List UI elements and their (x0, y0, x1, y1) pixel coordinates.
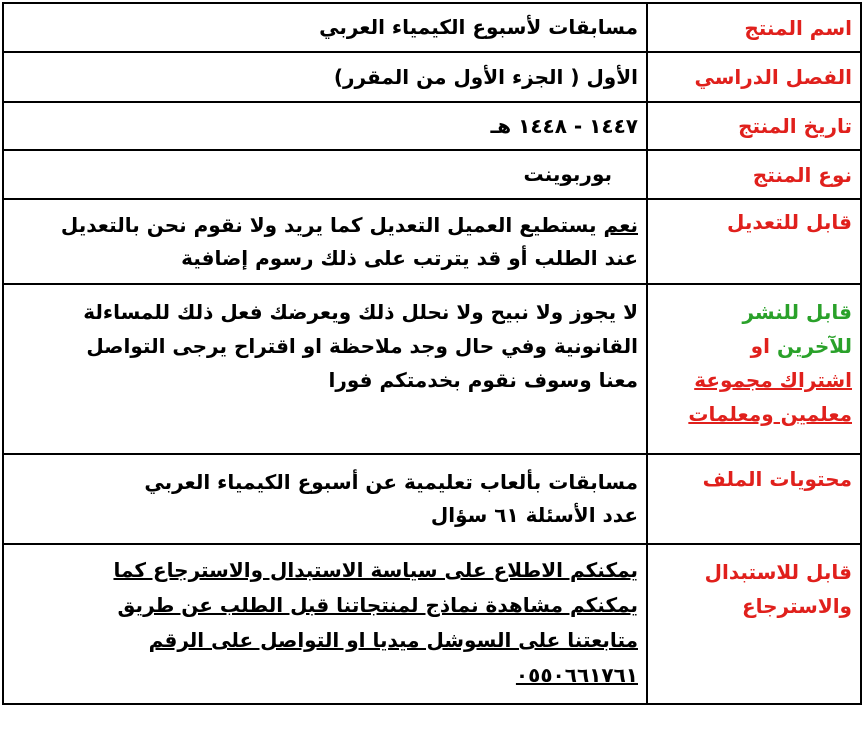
row-product-date (3, 102, 861, 150)
publishable-value (3, 284, 647, 454)
publishable-line-3: معنا وسوف نقوم بخدمتكم فورا (328, 368, 638, 392)
row-publishable (3, 284, 861, 454)
publishable-label-1: قابل للنشر (742, 300, 852, 324)
file-contents-line-1: مسابقات بألعاب تعليمية عن أسبوع الكيمياء العربي (144, 470, 638, 494)
editable-value (3, 199, 647, 284)
row-file-contents (3, 454, 861, 544)
publishable-label-2-line (656, 329, 852, 363)
editable-yes: نعم (603, 212, 638, 237)
row-exchange (3, 544, 861, 704)
semester-label: الفصل الدراسي (647, 52, 861, 102)
exchange-label (647, 544, 861, 704)
publishable-line-2: القانونية وفي حال وجد ملاحظة او اقتراح يرجى التواصل (86, 334, 638, 358)
exchange-line-3[interactable]: متابعتنا على السوشل ميديا او التواصل على الرقم (148, 628, 638, 652)
exchange-line-2[interactable]: يمكنكم مشاهدة نماذج لمنتجاتنا قبل الطلب عن طريق (117, 593, 638, 617)
exchange-label-2: والاسترجاع (741, 594, 852, 618)
row-semester (3, 52, 861, 102)
editable-label: قابل للتعديل (647, 199, 861, 284)
exchange-phone[interactable]: ٠٥٥٠٦٦١٧٦١ (515, 663, 638, 687)
exchange-line-1[interactable]: يمكنكم الاطلاع على سياسة الاستبدال والاسترجاع كما (113, 558, 638, 582)
product-name-value: مسابقات لأسبوع الكيمياء العربي (3, 3, 647, 52)
semester-value: الأول ( الجزء الأول من المقرر) (3, 52, 647, 102)
publishable-label-2: للآخرين (776, 334, 852, 358)
product-type-label: نوع المنتج (647, 150, 861, 199)
product-info-sheet (2, 2, 862, 705)
publishable-label (647, 284, 861, 454)
editable-line-2: عند الطلب أو قد يترتب على ذلك رسوم إضافية (181, 245, 638, 270)
file-contents-line-2: عدد الأسئلة ٦١ سؤال (430, 503, 638, 527)
product-date-value: ١٤٤٧ - ١٤٤٨ هـ (3, 102, 647, 150)
product-type-value: بوربوينت (3, 150, 647, 199)
publishable-label-or: او (750, 334, 770, 358)
publishable-label-3: اشتراك مجموعة (694, 368, 852, 392)
exchange-value (3, 544, 647, 704)
product-date-label: تاريخ المنتج (647, 102, 861, 150)
file-contents-value (3, 454, 647, 544)
editable-line-1 (12, 209, 638, 242)
row-product-name (3, 3, 861, 52)
product-name-label: اسم المنتج (647, 3, 861, 52)
publishable-label-4: معلمين ومعلمات (688, 402, 852, 426)
file-contents-label: محتويات الملف (647, 454, 861, 544)
exchange-label-1: قابل للاستبدال (704, 560, 852, 584)
editable-line-1-text: يستطيع العميل التعديل كما يريد ولا نقوم نحن بالتعديل (60, 212, 604, 237)
product-info-table (2, 2, 862, 705)
publishable-line-1: لا يجوز ولا نبيح ولا نحلل ذلك ويعرضك فعل ذلك للمساءلة (83, 300, 638, 324)
row-product-type (3, 150, 861, 199)
row-editable (3, 199, 861, 284)
